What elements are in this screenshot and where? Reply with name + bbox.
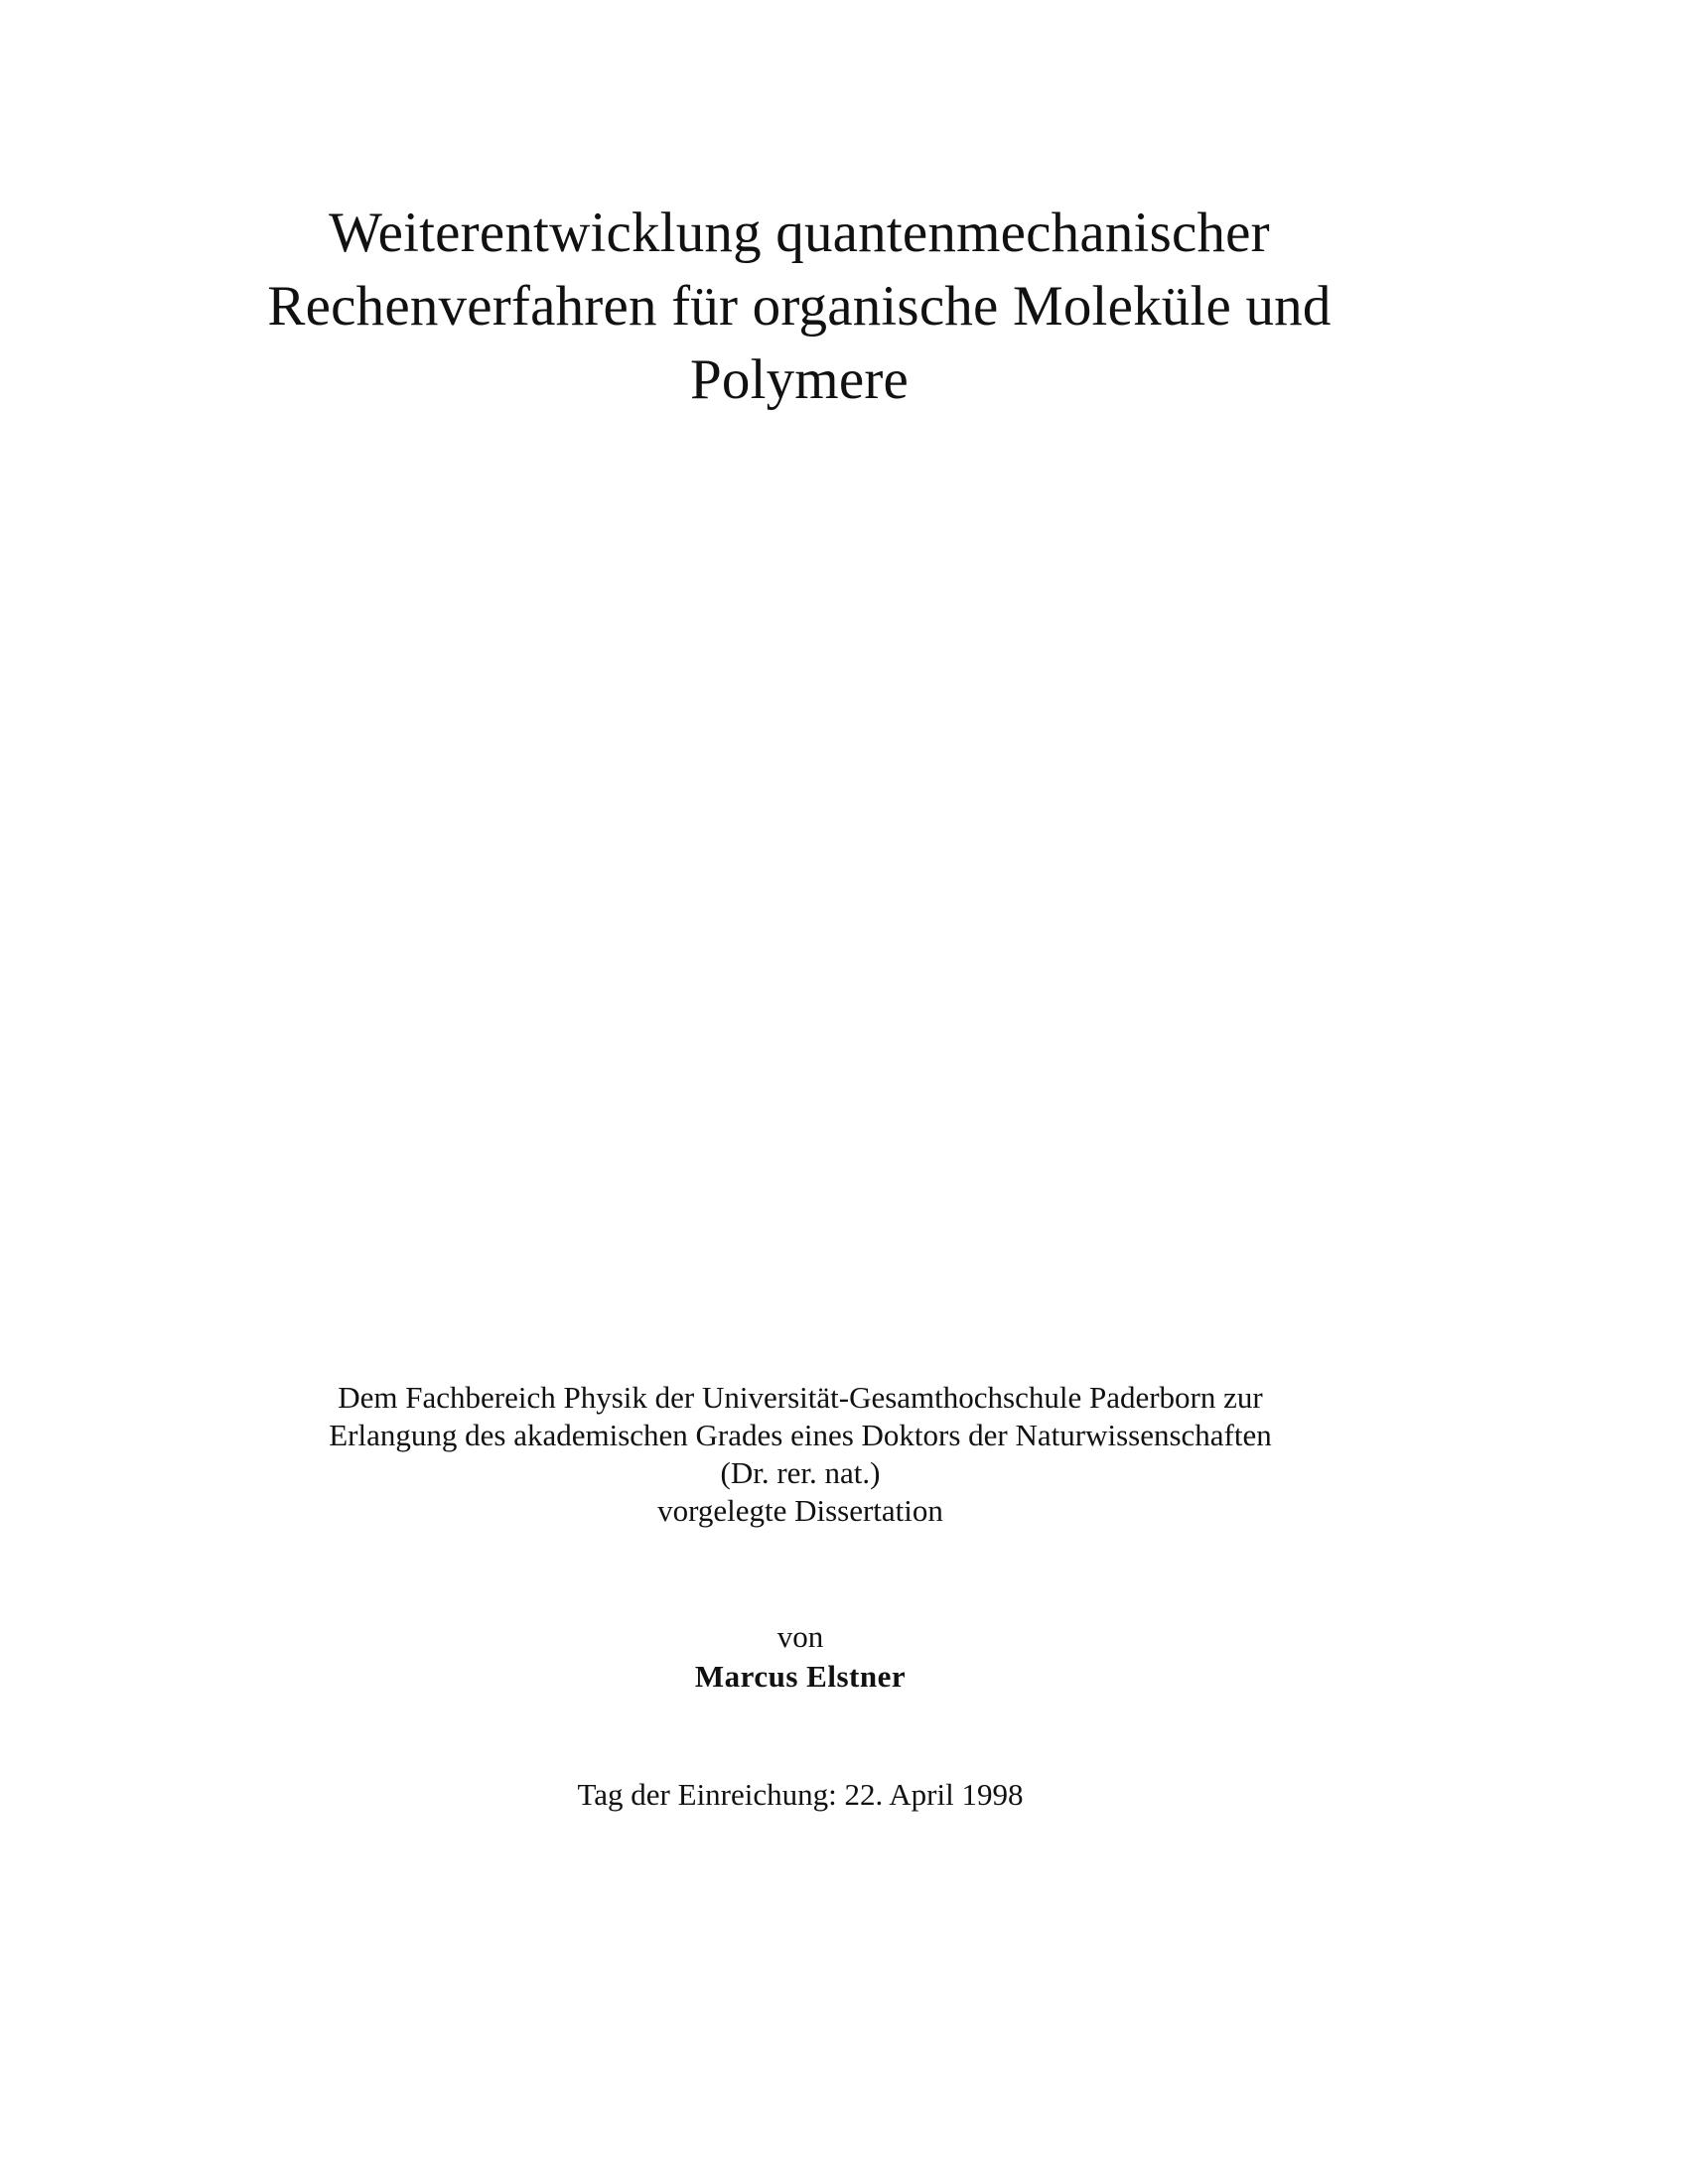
thesis-title [0,197,1599,417]
dissertation-label: vorgelegte Dissertation [657,1493,943,1528]
author-prefix: von [776,1619,824,1654]
submission-line-1: Dem Fachbereich Physik der Universität-Gesamthochschule Paderborn zur [338,1380,1263,1415]
author-name: Marcus Elstner [694,1659,907,1694]
title-line-1: Weiterentwicklung quantenmechanischer [329,202,1270,264]
submission-statement [0,1379,1601,1530]
submission-line-2: Erlangung des akademischen Grades eines Doktors der Naturwissenschaften [329,1418,1272,1452]
degree-abbreviation: (Dr. rer. nat.) [720,1455,881,1490]
title-line-2: Rechenverfahren für organische Moleküle und [267,275,1332,338]
submission-date: Tag der Einreichung: 22. April 1998 [577,1777,1024,1812]
title-line-3: Polymere [689,348,910,411]
